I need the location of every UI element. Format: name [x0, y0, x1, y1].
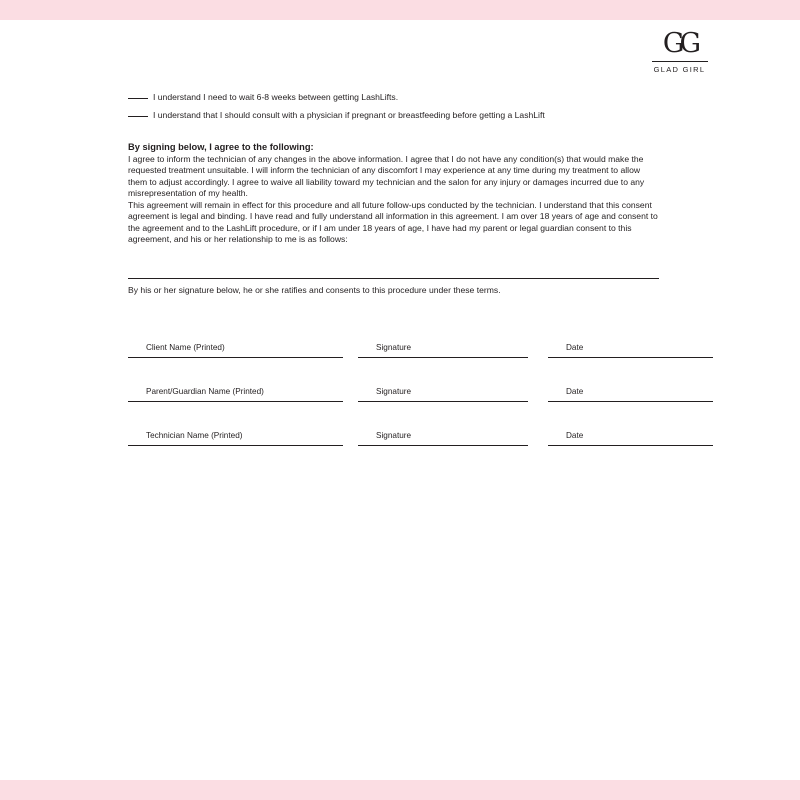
client-name-label: Client Name (Printed) — [146, 343, 225, 352]
signature-row — [128, 358, 713, 402]
client-date-field[interactable] — [548, 343, 713, 358]
guardian-date-field[interactable] — [548, 387, 713, 402]
agreement-paragraph-2: This agreement will remain in effect for this procedure and all future follow-ups conducted by the technician. I understand that this consent agreement is legal and binding. I have read and fully understand all information in this agreement. I am over 18 years of age and consent to the agreement and to the LashLift procedure, or if I am under 18 years of age, I have had my parent or legal guardian consent to this agreement, and his or her relationship to me is as follows: — [128, 200, 658, 245]
technician-signature-field[interactable] — [358, 431, 528, 446]
brand-logo — [642, 30, 717, 74]
technician-date-line — [548, 445, 713, 446]
logo-monogram-icon: GG — [662, 28, 697, 59]
signature-row — [128, 402, 713, 446]
checklist — [128, 88, 688, 124]
technician-date-label: Date — [566, 431, 584, 440]
signature-row — [128, 314, 713, 358]
technician-name-label: Technician Name (Printed) — [146, 431, 243, 440]
client-name-field[interactable] — [128, 343, 343, 358]
guardian-name-label: Parent/Guardian Name (Printed) — [146, 387, 264, 396]
client-date-label: Date — [566, 343, 584, 352]
document-page — [83, 20, 717, 780]
agreement-section-two — [128, 200, 658, 246]
ratify-statement: By his or her signature below, he or she ratifies and consents to this procedure under these terms. — [128, 285, 501, 295]
checklist-item — [128, 88, 688, 106]
client-signature-label: Signature — [376, 343, 412, 352]
checklist-blank-line[interactable] — [128, 98, 148, 99]
agreement-paragraph-1: I agree to inform the technician of any changes in the above information. I agree that I do not have any condition(s) that would make the requested treatment unsuitable. I will inform the technician of any discomfort I may experience at any time during my treatment to allow them to adjust accordingly. I agree to waive all liability toward my technician and the salon for any injury or damages incurred due to any misrepresentation of my health. — [128, 154, 645, 199]
technician-signature-line — [358, 445, 528, 446]
guardian-signature-field[interactable] — [358, 387, 528, 402]
guardian-name-field[interactable] — [128, 387, 343, 402]
checklist-item-label: I understand I need to wait 6-8 weeks between getting LashLifts. — [153, 92, 399, 102]
technician-name-field[interactable] — [128, 431, 343, 446]
technician-name-line — [128, 445, 343, 446]
relationship-fill-line[interactable] — [128, 278, 659, 279]
agreement-heading: By signing below, I agree to the following: — [128, 142, 314, 152]
logo-wordmark: GLAD GIRL — [653, 65, 706, 74]
agreement-section-one — [128, 142, 658, 200]
checklist-item-label: I understand that I should consult with a physician if pregnant or breastfeeding before getting a LashLift — [153, 110, 545, 120]
checklist-item — [128, 106, 688, 124]
guardian-signature-label: Signature — [376, 387, 412, 396]
signature-table — [128, 314, 713, 446]
guardian-date-label: Date — [566, 387, 584, 396]
logo-divider — [652, 61, 708, 62]
technician-signature-label: Signature — [376, 431, 412, 440]
technician-date-field[interactable] — [548, 431, 713, 446]
checklist-blank-line[interactable] — [128, 116, 148, 117]
decorative-band-top — [0, 0, 800, 20]
decorative-band-bottom — [0, 780, 800, 800]
client-signature-field[interactable] — [358, 343, 528, 358]
